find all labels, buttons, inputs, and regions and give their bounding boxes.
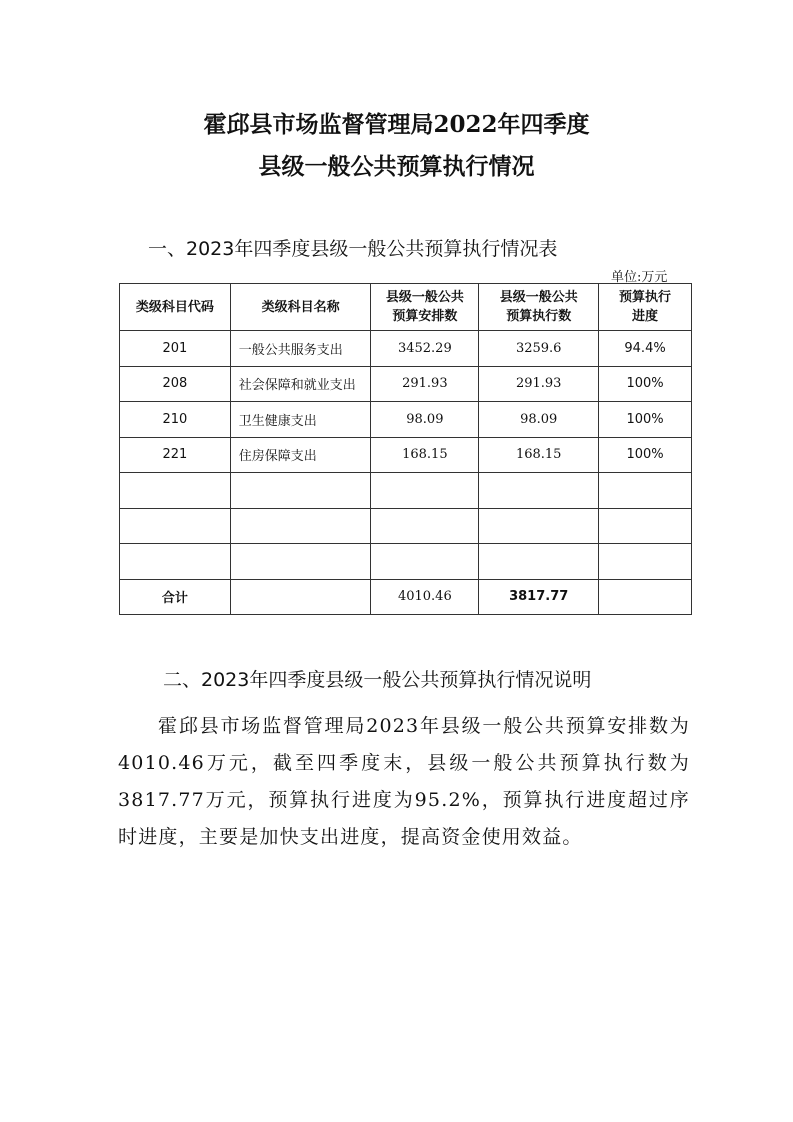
header-code — [120, 284, 231, 331]
cell-budget: 3452.29 — [371, 331, 479, 367]
header-progress-line1: 预算执行 — [619, 290, 672, 305]
total-executed: 3817.77 — [479, 579, 599, 615]
header-name — [230, 284, 371, 331]
header-executed-line2: 预算执行数 — [506, 309, 572, 324]
cell-name — [230, 508, 371, 544]
cell-progress: 94.4% — [599, 331, 692, 367]
cell-executed — [479, 544, 599, 580]
section1-heading: 一、2023年四季度县级一般公共预算执行情况表 — [148, 238, 558, 260]
header-code-text: 类级科目代码 — [135, 299, 214, 315]
cell-budget — [371, 508, 479, 544]
cell-name — [230, 544, 371, 580]
header-executed — [479, 284, 599, 331]
total-name — [230, 579, 371, 615]
header-progress — [599, 284, 692, 331]
cell-name: 卫生健康支出 — [230, 402, 371, 438]
cell-executed — [479, 508, 599, 544]
cell-progress: 100% — [599, 402, 692, 438]
total-budget: 4010.46 — [371, 579, 479, 615]
cell-executed: 291.93 — [479, 366, 599, 402]
cell-code: 210 — [120, 402, 231, 438]
cell-code: 221 — [120, 437, 231, 473]
cell-code — [120, 473, 231, 509]
cell-name: 住房保障支出 — [230, 437, 371, 473]
table-row-empty — [120, 473, 692, 509]
table-row — [120, 402, 692, 438]
header-budget-line2: 预算安排数 — [392, 309, 458, 324]
table-row-empty — [120, 544, 692, 580]
cell-progress: 100% — [599, 437, 692, 473]
cell-budget: 98.09 — [371, 402, 479, 438]
total-label: 合计 — [120, 579, 231, 615]
header-name-text: 类级科目名称 — [261, 299, 340, 315]
budget-table — [119, 283, 692, 615]
document-title-line2: 县级一般公共预算执行情况 — [258, 153, 535, 180]
cell-budget — [371, 473, 479, 509]
cell-executed: 98.09 — [479, 402, 599, 438]
cell-code: 201 — [120, 331, 231, 367]
header-budget — [371, 284, 479, 331]
table-total-row — [120, 579, 692, 615]
cell-name: 一般公共服务支出 — [230, 331, 371, 367]
cell-executed: 3259.6 — [479, 331, 599, 367]
document-title-line1: 霍邱县市场监督管理局2022年四季度 — [203, 111, 590, 138]
cell-progress — [599, 508, 692, 544]
cell-code: 208 — [120, 366, 231, 402]
explanation-paragraph: 霍邱县市场监督管理局2023年县级一般公共预算安排数为4010.46万元，截至四季度末，县级一般公共预算执行数为3817.77万元，预算执行进度为95.2%，预算执行进度超过序时进度，主要是加快支出进度，提高资金使用效益。 — [118, 715, 690, 848]
cell-code — [120, 544, 231, 580]
cell-executed: 168.15 — [479, 437, 599, 473]
table-row-empty — [120, 508, 692, 544]
cell-progress: 100% — [599, 366, 692, 402]
cell-budget — [371, 544, 479, 580]
cell-name — [230, 473, 371, 509]
cell-progress — [599, 473, 692, 509]
cell-progress — [599, 544, 692, 580]
cell-code — [120, 508, 231, 544]
section2-heading: 二、2023年四季度县级一般公共预算执行情况说明 — [163, 669, 592, 691]
cell-budget: 291.93 — [371, 366, 479, 402]
unit-label: 单位:万元 — [611, 270, 668, 285]
header-progress-line2: 进度 — [632, 309, 659, 324]
table-row — [120, 331, 692, 367]
total-progress — [599, 579, 692, 615]
table-row — [120, 366, 692, 402]
cell-budget: 168.15 — [371, 437, 479, 473]
cell-executed — [479, 473, 599, 509]
table-header-row — [120, 284, 692, 331]
header-executed-line1: 县级一般公共 — [499, 290, 578, 305]
table-row — [120, 437, 692, 473]
header-budget-line1: 县级一般公共 — [385, 290, 464, 305]
cell-name: 社会保障和就业支出 — [230, 366, 371, 402]
